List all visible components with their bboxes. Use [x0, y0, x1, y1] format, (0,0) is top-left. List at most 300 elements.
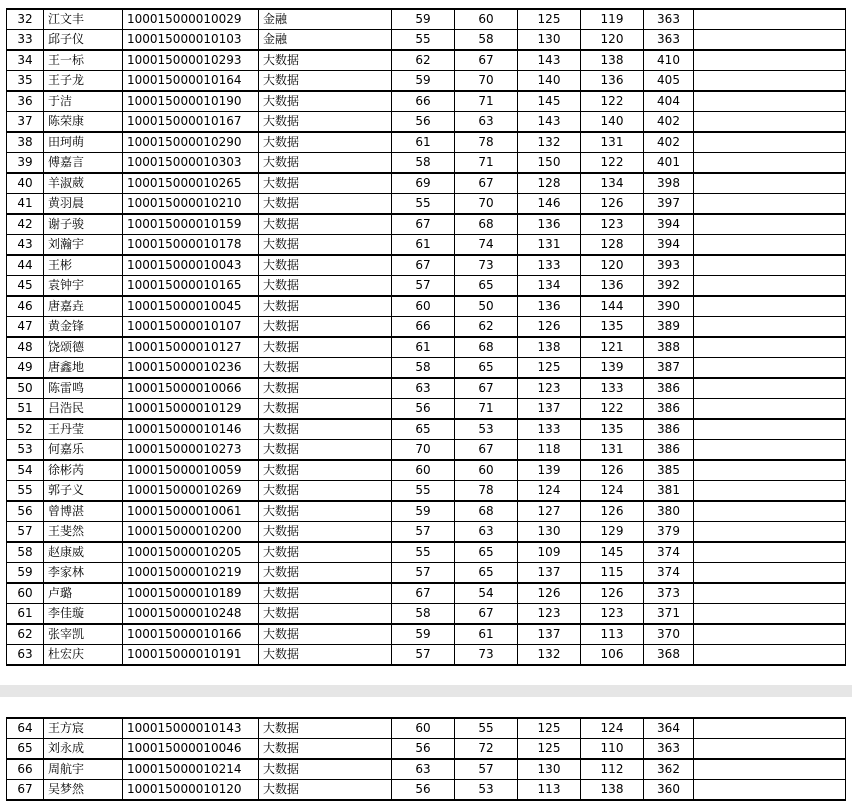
major-cell: 大数据: [259, 255, 392, 276]
remark-cell: [694, 624, 846, 645]
name-cell: 傅嘉言: [44, 153, 123, 174]
table-row: [7, 112, 846, 133]
score-cell: 132: [518, 132, 581, 153]
score-cell: 69: [392, 173, 455, 194]
score-cell: 126: [581, 583, 644, 604]
score-cell: 50: [455, 296, 518, 317]
score-cell: 130: [518, 759, 581, 780]
total-score-cell: 392: [644, 276, 694, 297]
remark-cell: [694, 276, 846, 297]
rank-cell: 62: [7, 624, 44, 645]
student-id-cell: 100015000010127: [123, 337, 259, 358]
score-table-page-2: [6, 717, 845, 801]
score-cell: 146: [518, 194, 581, 215]
score-cell: 138: [518, 337, 581, 358]
score-cell: 110: [581, 739, 644, 760]
major-cell: 大数据: [259, 501, 392, 522]
rank-cell: 49: [7, 358, 44, 379]
major-cell: 大数据: [259, 542, 392, 563]
total-score-cell: 397: [644, 194, 694, 215]
score-cell: 109: [518, 542, 581, 563]
score-cell: 106: [581, 645, 644, 666]
student-id-cell: 100015000010143: [123, 718, 259, 739]
student-id-cell: 100015000010103: [123, 30, 259, 51]
score-cell: 140: [581, 112, 644, 133]
table-row: [7, 358, 846, 379]
score-cell: 113: [518, 780, 581, 801]
remark-cell: [694, 739, 846, 760]
table-row: [7, 91, 846, 112]
score-cell: 60: [392, 460, 455, 481]
name-cell: 陈荣康: [44, 112, 123, 133]
score-cell: 61: [392, 235, 455, 256]
student-id-cell: 100015000010178: [123, 235, 259, 256]
table-row: [7, 563, 846, 584]
score-cell: 60: [392, 296, 455, 317]
rank-cell: 45: [7, 276, 44, 297]
score-cell: 121: [581, 337, 644, 358]
total-score-cell: 368: [644, 645, 694, 666]
score-cell: 67: [455, 378, 518, 399]
student-id-cell: 100015000010164: [123, 71, 259, 92]
remark-cell: [694, 604, 846, 625]
score-cell: 144: [581, 296, 644, 317]
remark-cell: [694, 194, 846, 215]
score-cell: 126: [518, 317, 581, 338]
total-score-cell: 362: [644, 759, 694, 780]
remark-cell: [694, 583, 846, 604]
remark-cell: [694, 112, 846, 133]
score-cell: 56: [392, 780, 455, 801]
major-cell: 金融: [259, 30, 392, 51]
score-cell: 63: [392, 378, 455, 399]
remark-cell: [694, 153, 846, 174]
total-score-cell: 381: [644, 481, 694, 502]
remark-cell: [694, 440, 846, 461]
score-cell: 61: [392, 132, 455, 153]
student-id-cell: 100015000010166: [123, 624, 259, 645]
rank-cell: 43: [7, 235, 44, 256]
total-score-cell: 360: [644, 780, 694, 801]
remark-cell: [694, 399, 846, 420]
student-id-cell: 100015000010120: [123, 780, 259, 801]
score-cell: 66: [392, 317, 455, 338]
rank-cell: 64: [7, 718, 44, 739]
score-cell: 112: [581, 759, 644, 780]
name-cell: 饶颂德: [44, 337, 123, 358]
name-cell: 王一标: [44, 50, 123, 71]
name-cell: 田珂萌: [44, 132, 123, 153]
table-row: [7, 624, 846, 645]
name-cell: 邱子仪: [44, 30, 123, 51]
total-score-cell: 389: [644, 317, 694, 338]
score-cell: 63: [455, 522, 518, 543]
rank-cell: 56: [7, 501, 44, 522]
score-cell: 137: [518, 624, 581, 645]
table-row: [7, 276, 846, 297]
score-cell: 133: [518, 419, 581, 440]
major-cell: 大数据: [259, 563, 392, 584]
student-id-cell: 100015000010210: [123, 194, 259, 215]
table-row: [7, 645, 846, 666]
score-cell: 136: [581, 276, 644, 297]
score-cell: 71: [455, 399, 518, 420]
name-cell: 吴梦然: [44, 780, 123, 801]
score-cell: 78: [455, 481, 518, 502]
score-cell: 138: [581, 50, 644, 71]
name-cell: 周航宇: [44, 759, 123, 780]
name-cell: 刘永成: [44, 739, 123, 760]
student-id-cell: 100015000010265: [123, 173, 259, 194]
score-cell: 73: [455, 645, 518, 666]
total-score-cell: 373: [644, 583, 694, 604]
total-score-cell: 363: [644, 30, 694, 51]
total-score-cell: 379: [644, 522, 694, 543]
student-id-cell: 100015000010189: [123, 583, 259, 604]
rank-cell: 58: [7, 542, 44, 563]
score-cell: 68: [455, 214, 518, 235]
score-cell: 57: [392, 645, 455, 666]
table-row: [7, 522, 846, 543]
score-cell: 131: [581, 440, 644, 461]
score-cell: 128: [518, 173, 581, 194]
table-row: [7, 378, 846, 399]
score-cell: 123: [518, 378, 581, 399]
score-cell: 70: [392, 440, 455, 461]
table-row: [7, 9, 846, 30]
score-cell: 134: [581, 173, 644, 194]
student-id-cell: 100015000010190: [123, 91, 259, 112]
remark-cell: [694, 296, 846, 317]
score-cell: 56: [392, 112, 455, 133]
score-cell: 58: [392, 153, 455, 174]
score-cell: 55: [392, 194, 455, 215]
score-cell: 58: [392, 358, 455, 379]
name-cell: 黄羽晨: [44, 194, 123, 215]
score-cell: 67: [455, 50, 518, 71]
name-cell: 王斐然: [44, 522, 123, 543]
score-cell: 59: [392, 71, 455, 92]
score-cell: 66: [392, 91, 455, 112]
major-cell: 大数据: [259, 624, 392, 645]
rank-cell: 60: [7, 583, 44, 604]
score-cell: 59: [392, 501, 455, 522]
major-cell: 大数据: [259, 91, 392, 112]
student-id-cell: 100015000010061: [123, 501, 259, 522]
score-cell: 60: [392, 718, 455, 739]
major-cell: 大数据: [259, 337, 392, 358]
table-row: [7, 440, 846, 461]
name-cell: 卢璐: [44, 583, 123, 604]
score-cell: 137: [518, 563, 581, 584]
score-cell: 56: [392, 739, 455, 760]
student-id-cell: 100015000010205: [123, 542, 259, 563]
score-cell: 54: [455, 583, 518, 604]
score-cell: 120: [581, 30, 644, 51]
score-cell: 145: [518, 91, 581, 112]
remark-cell: [694, 522, 846, 543]
score-cell: 72: [455, 739, 518, 760]
name-cell: 袁钟宇: [44, 276, 123, 297]
rank-cell: 48: [7, 337, 44, 358]
student-id-cell: 100015000010165: [123, 276, 259, 297]
rank-cell: 38: [7, 132, 44, 153]
rank-cell: 35: [7, 71, 44, 92]
score-cell: 78: [455, 132, 518, 153]
table-row: [7, 337, 846, 358]
name-cell: 谢子骏: [44, 214, 123, 235]
name-cell: 徐彬芮: [44, 460, 123, 481]
score-cell: 113: [581, 624, 644, 645]
remark-cell: [694, 30, 846, 51]
score-cell: 63: [455, 112, 518, 133]
total-score-cell: 364: [644, 718, 694, 739]
total-score-cell: 386: [644, 378, 694, 399]
score-cell: 53: [455, 419, 518, 440]
score-cell: 67: [392, 214, 455, 235]
remark-cell: [694, 91, 846, 112]
score-cell: 125: [518, 718, 581, 739]
table-row: [7, 235, 846, 256]
score-cell: 145: [581, 542, 644, 563]
score-cell: 126: [581, 460, 644, 481]
table-row: [7, 399, 846, 420]
table-row: [7, 460, 846, 481]
name-cell: 赵康威: [44, 542, 123, 563]
rank-cell: 52: [7, 419, 44, 440]
score-cell: 126: [518, 583, 581, 604]
remark-cell: [694, 645, 846, 666]
remark-cell: [694, 419, 846, 440]
total-score-cell: 386: [644, 399, 694, 420]
total-score-cell: 363: [644, 739, 694, 760]
score-cell: 136: [518, 214, 581, 235]
rank-cell: 63: [7, 645, 44, 666]
student-id-cell: 100015000010303: [123, 153, 259, 174]
score-cell: 127: [518, 501, 581, 522]
major-cell: 大数据: [259, 173, 392, 194]
score-cell: 62: [455, 317, 518, 338]
major-cell: 大数据: [259, 194, 392, 215]
name-cell: 吕浩民: [44, 399, 123, 420]
score-cell: 133: [581, 378, 644, 399]
student-id-cell: 100015000010066: [123, 378, 259, 399]
remark-cell: [694, 337, 846, 358]
score-cell: 140: [518, 71, 581, 92]
score-cell: 73: [455, 255, 518, 276]
remark-cell: [694, 173, 846, 194]
remark-cell: [694, 358, 846, 379]
student-id-cell: 100015000010045: [123, 296, 259, 317]
total-score-cell: 401: [644, 153, 694, 174]
score-cell: 56: [392, 399, 455, 420]
remark-cell: [694, 780, 846, 801]
major-cell: 大数据: [259, 358, 392, 379]
score-cell: 135: [581, 419, 644, 440]
score-cell: 67: [392, 583, 455, 604]
score-cell: 65: [392, 419, 455, 440]
major-cell: 大数据: [259, 780, 392, 801]
rank-cell: 47: [7, 317, 44, 338]
score-cell: 58: [392, 604, 455, 625]
score-cell: 61: [392, 337, 455, 358]
total-score-cell: 374: [644, 542, 694, 563]
major-cell: 大数据: [259, 378, 392, 399]
score-table-page-1: [6, 8, 845, 666]
total-score-cell: 405: [644, 71, 694, 92]
score-table: [6, 717, 846, 801]
total-score-cell: 380: [644, 501, 694, 522]
major-cell: 大数据: [259, 481, 392, 502]
name-cell: 王彬: [44, 255, 123, 276]
rank-cell: 41: [7, 194, 44, 215]
table-row: [7, 501, 846, 522]
name-cell: 郭子义: [44, 481, 123, 502]
score-cell: 67: [455, 173, 518, 194]
table-row: [7, 780, 846, 801]
score-cell: 55: [392, 542, 455, 563]
score-cell: 124: [581, 718, 644, 739]
score-cell: 55: [455, 718, 518, 739]
rank-cell: 59: [7, 563, 44, 584]
total-score-cell: 402: [644, 132, 694, 153]
score-cell: 53: [455, 780, 518, 801]
score-cell: 68: [455, 501, 518, 522]
student-id-cell: 100015000010269: [123, 481, 259, 502]
score-cell: 70: [455, 71, 518, 92]
student-id-cell: 100015000010236: [123, 358, 259, 379]
rank-cell: 33: [7, 30, 44, 51]
total-score-cell: 404: [644, 91, 694, 112]
rank-cell: 37: [7, 112, 44, 133]
score-cell: 71: [455, 91, 518, 112]
remark-cell: [694, 542, 846, 563]
score-cell: 122: [581, 91, 644, 112]
score-cell: 68: [455, 337, 518, 358]
student-id-cell: 100015000010293: [123, 50, 259, 71]
major-cell: 大数据: [259, 276, 392, 297]
remark-cell: [694, 759, 846, 780]
student-id-cell: 100015000010029: [123, 9, 259, 30]
total-score-cell: 402: [644, 112, 694, 133]
score-cell: 136: [518, 296, 581, 317]
student-id-cell: 100015000010167: [123, 112, 259, 133]
score-cell: 134: [518, 276, 581, 297]
score-cell: 119: [581, 9, 644, 30]
table-row: [7, 255, 846, 276]
score-cell: 122: [581, 399, 644, 420]
major-cell: 大数据: [259, 759, 392, 780]
score-cell: 57: [392, 563, 455, 584]
remark-cell: [694, 132, 846, 153]
score-cell: 133: [518, 255, 581, 276]
major-cell: 大数据: [259, 317, 392, 338]
score-cell: 70: [455, 194, 518, 215]
table-row: [7, 739, 846, 760]
major-cell: 大数据: [259, 645, 392, 666]
total-score-cell: 394: [644, 214, 694, 235]
score-cell: 57: [455, 759, 518, 780]
table-row: [7, 173, 846, 194]
score-cell: 57: [392, 522, 455, 543]
table-row: [7, 604, 846, 625]
name-cell: 曾博湛: [44, 501, 123, 522]
score-cell: 65: [455, 276, 518, 297]
score-cell: 123: [581, 604, 644, 625]
score-cell: 57: [392, 276, 455, 297]
rank-cell: 66: [7, 759, 44, 780]
rank-cell: 46: [7, 296, 44, 317]
name-cell: 唐嘉垚: [44, 296, 123, 317]
remark-cell: [694, 563, 846, 584]
score-cell: 67: [455, 604, 518, 625]
page-break: [0, 685, 852, 697]
score-cell: 139: [581, 358, 644, 379]
score-cell: 131: [581, 132, 644, 153]
score-cell: 124: [518, 481, 581, 502]
remark-cell: [694, 378, 846, 399]
name-cell: 江文丰: [44, 9, 123, 30]
score-cell: 123: [518, 604, 581, 625]
table-row: [7, 419, 846, 440]
student-id-cell: 100015000010059: [123, 460, 259, 481]
remark-cell: [694, 501, 846, 522]
table-row: [7, 153, 846, 174]
total-score-cell: 371: [644, 604, 694, 625]
score-cell: 126: [581, 194, 644, 215]
remark-cell: [694, 50, 846, 71]
major-cell: 大数据: [259, 460, 392, 481]
score-cell: 130: [518, 522, 581, 543]
score-cell: 55: [392, 481, 455, 502]
score-cell: 59: [392, 624, 455, 645]
table-row: [7, 583, 846, 604]
score-cell: 59: [392, 9, 455, 30]
score-cell: 62: [392, 50, 455, 71]
score-cell: 115: [581, 563, 644, 584]
score-cell: 63: [392, 759, 455, 780]
table-row: [7, 718, 846, 739]
student-id-cell: 100015000010219: [123, 563, 259, 584]
score-cell: 139: [518, 460, 581, 481]
major-cell: 大数据: [259, 739, 392, 760]
name-cell: 陈雷鸣: [44, 378, 123, 399]
name-cell: 羊淑葳: [44, 173, 123, 194]
rank-cell: 50: [7, 378, 44, 399]
score-cell: 128: [581, 235, 644, 256]
student-id-cell: 100015000010159: [123, 214, 259, 235]
rank-cell: 65: [7, 739, 44, 760]
table-row: [7, 296, 846, 317]
score-cell: 135: [581, 317, 644, 338]
name-cell: 张宰凯: [44, 624, 123, 645]
table-row: [7, 194, 846, 215]
student-id-cell: 100015000010043: [123, 255, 259, 276]
score-cell: 55: [392, 30, 455, 51]
score-cell: 118: [518, 440, 581, 461]
remark-cell: [694, 214, 846, 235]
total-score-cell: 387: [644, 358, 694, 379]
rank-cell: 67: [7, 780, 44, 801]
score-cell: 60: [455, 460, 518, 481]
student-id-cell: 100015000010214: [123, 759, 259, 780]
score-cell: 120: [581, 255, 644, 276]
total-score-cell: 394: [644, 235, 694, 256]
student-id-cell: 100015000010146: [123, 419, 259, 440]
total-score-cell: 386: [644, 419, 694, 440]
score-cell: 67: [455, 440, 518, 461]
score-cell: 74: [455, 235, 518, 256]
